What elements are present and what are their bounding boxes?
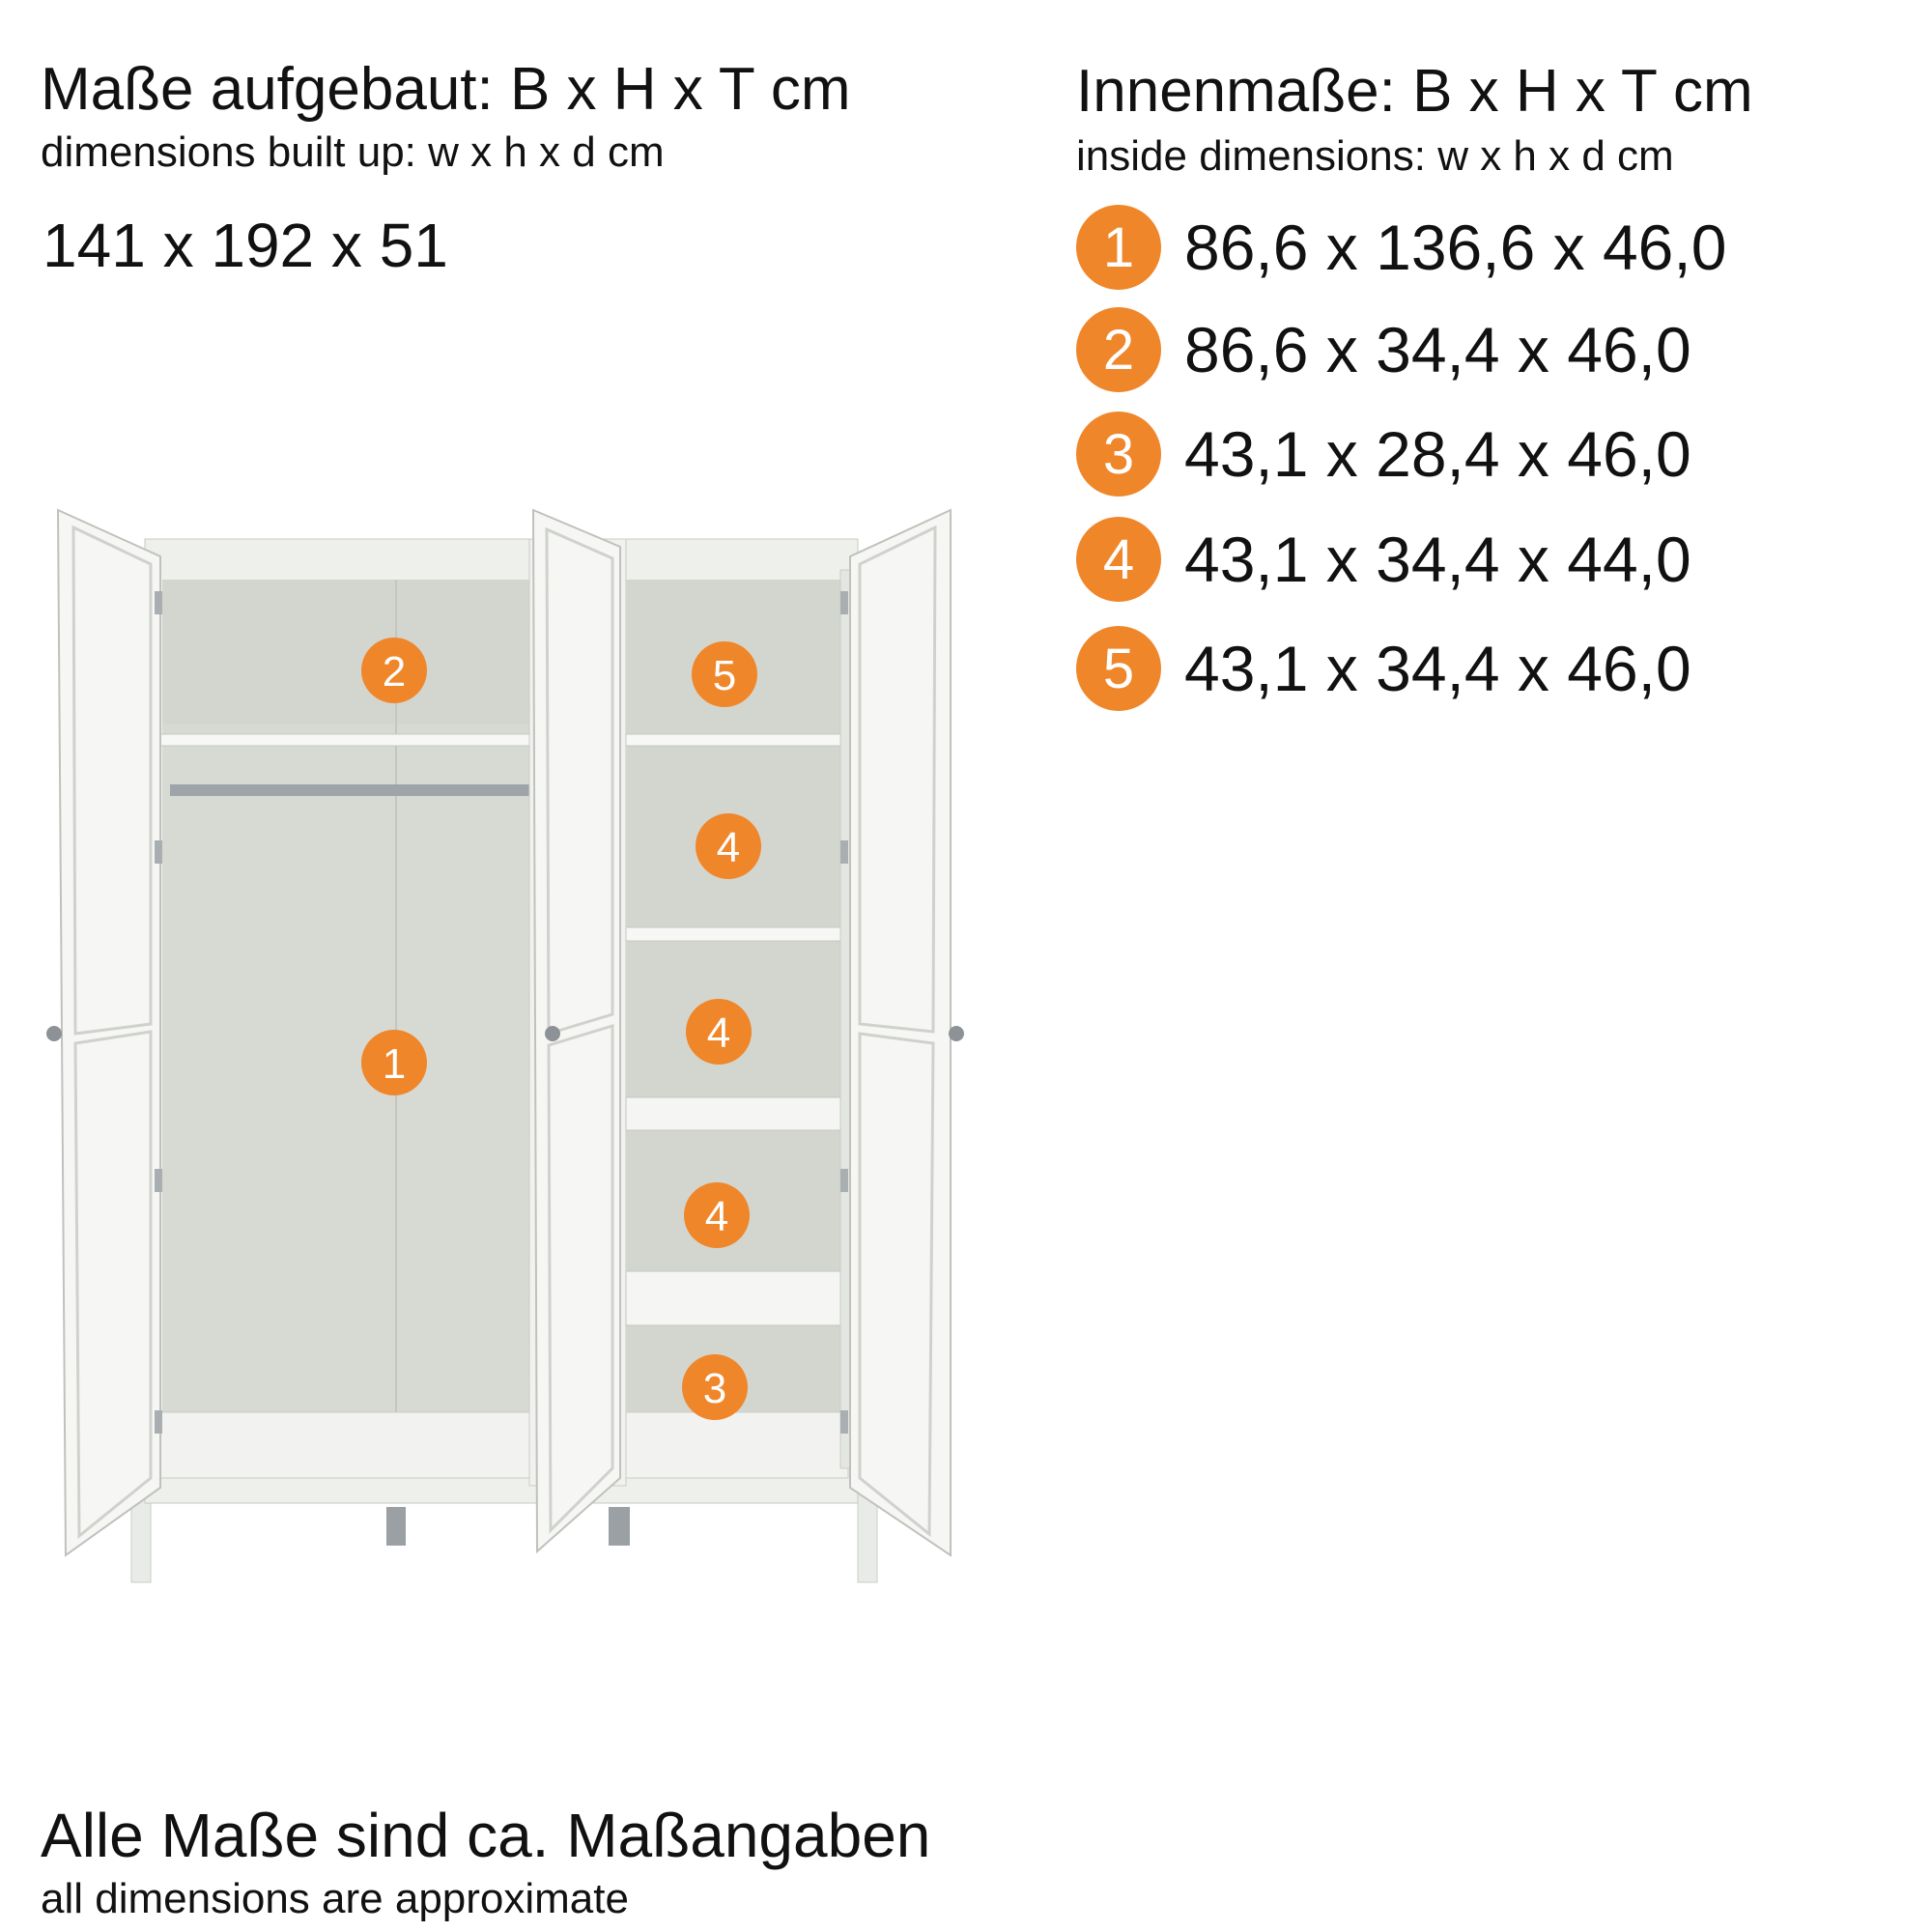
image-badge <box>684 1182 750 1248</box>
hanging-rail <box>170 784 533 796</box>
approximate-note-title: Alle Maße sind ca. Maßangaben <box>41 1801 931 1870</box>
door-knob <box>949 1026 964 1041</box>
hinge <box>840 840 848 864</box>
inside-dimensions-subtitle: inside dimensions: w x h x d cm <box>1076 132 1674 180</box>
compartment-dims-1: 86,6 x 136,6 x 46,0 <box>1184 212 1727 283</box>
hinge <box>840 1410 848 1434</box>
image-badge <box>692 641 757 707</box>
number-badge-1: 1 <box>1076 205 1161 290</box>
image-badge <box>682 1354 748 1420</box>
svg-text:4: 4 <box>704 1193 729 1240</box>
svg-text:4: 4 <box>716 824 741 871</box>
leg <box>386 1507 406 1546</box>
hinge <box>840 591 848 614</box>
inside-dimensions-title: Innenmaße: B x H x T cm <box>1076 58 1753 125</box>
shelf <box>626 1097 848 1130</box>
compartment-dims-2: 86,6 x 34,4 x 46,0 <box>1184 314 1691 385</box>
shelf <box>160 734 535 746</box>
hinge <box>155 591 162 614</box>
built-dimensions-value: 141 x 192 x 51 <box>43 211 448 280</box>
image-badge <box>696 813 761 879</box>
shelf <box>626 927 848 941</box>
image-badge <box>361 1030 427 1095</box>
number-badge-3: 3 <box>1076 412 1161 497</box>
compartment-dims-4: 43,1 x 34,4 x 44,0 <box>1184 524 1691 595</box>
compartment-dims-5: 43,1 x 34,4 x 46,0 <box>1184 633 1691 704</box>
svg-text:3: 3 <box>702 1365 727 1412</box>
hinge <box>840 1169 848 1192</box>
svg-text:4: 4 <box>706 1009 731 1057</box>
number-badge-5: 5 <box>1076 626 1161 711</box>
approximate-note-subtitle: all dimensions are approximate <box>41 1875 629 1922</box>
door-knob <box>545 1026 560 1041</box>
number-badge-2: 2 <box>1076 307 1161 392</box>
built-dimensions-title: Maße aufgebaut: B x H x T cm <box>41 56 851 123</box>
image-badge <box>686 999 752 1065</box>
hinge <box>155 1169 162 1192</box>
svg-text:1: 1 <box>382 1040 407 1088</box>
shelf <box>626 1271 848 1325</box>
hinge <box>155 840 162 864</box>
svg-text:2: 2 <box>382 648 407 696</box>
shelf <box>626 734 848 746</box>
svg-text:5: 5 <box>712 652 737 699</box>
compartment-dims-3: 43,1 x 28,4 x 46,0 <box>1184 418 1691 490</box>
hinge <box>155 1410 162 1434</box>
leg <box>609 1507 630 1546</box>
built-dimensions-subtitle: dimensions built up: w x h x d cm <box>41 128 665 176</box>
number-badge-4: 4 <box>1076 517 1161 602</box>
door-knob <box>46 1026 62 1041</box>
image-badge <box>361 638 427 703</box>
